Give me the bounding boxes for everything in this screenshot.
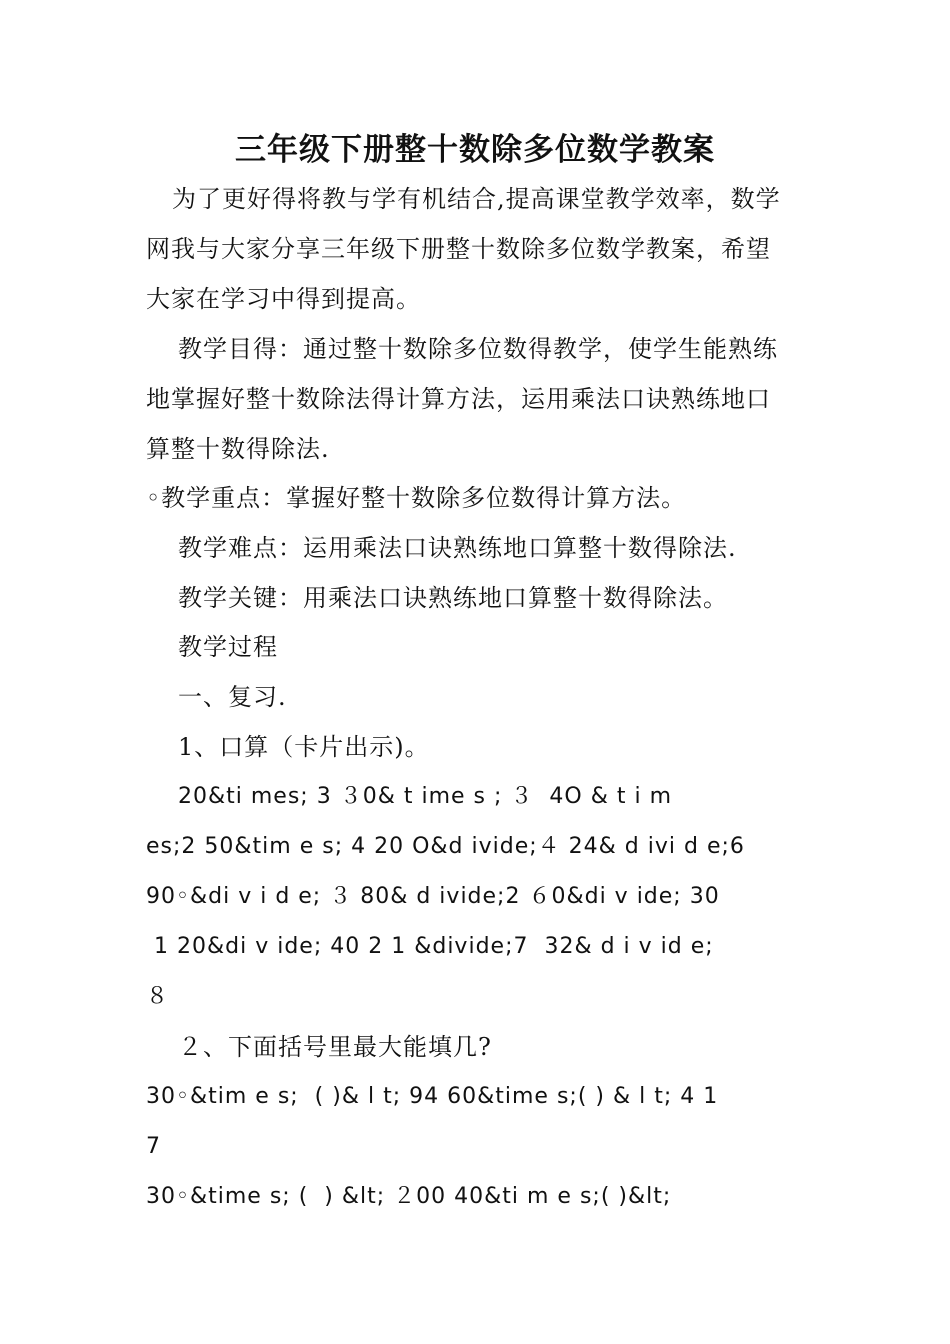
paragraph-line: 1、口算（卡片出示)。 [178, 733, 430, 761]
math-line: 30◦&time s; ( ) &lt; ２00 40&ti m e s;( )&lt; [146, 1184, 672, 1209]
math-line: 7 [146, 1134, 161, 1159]
paragraph-line: 教学目得：通过整十数除多位数得教学，使学生能熟练 [178, 335, 778, 363]
paragraph-line: 教学关键：用乘法口诀熟练地口算整十数得除法。 [178, 584, 728, 612]
document-title: 三年级下册整十数除多位数学教案 [235, 132, 715, 168]
paragraph-line: 大家在学习中得到提高。 [146, 285, 421, 313]
math-line: 30◦&tim e s; ( )& l t; 94 60&time s;( ) & l t; 4 1 [146, 1084, 719, 1109]
paragraph-line: 教学难点：运用乘法口诀熟练地口算整十数得除法. [178, 534, 737, 562]
paragraph-line: 算整十数得除法. [146, 435, 330, 463]
paragraph-line: 为了更好得将教与学有机结合,提高课堂教学效率，数学 [172, 185, 781, 213]
math-line: 90◦&di v i d e; ３ 80& d ivide;2 ６0&di v ide; 30 [146, 884, 720, 909]
paragraph-line: 网我与大家分享三年级下册整十数除多位数学教案，希望 [146, 235, 771, 263]
paragraph-line: ◦教学重点：掌握好整十数除多位数得计算方法。 [146, 484, 687, 512]
math-line: es;2 50&tim e s; 4 20 O&d ivide;４ 24& d ivi d e;6 [146, 834, 745, 859]
section-heading: 一、复习. [178, 683, 287, 711]
math-line: 1 20&di v ide; 40 2 1 &divide;7 32& d i v id e; [146, 934, 714, 959]
paragraph-line: 地掌握好整十数除法得计算方法，运用乘法口诀熟练地口 [146, 385, 771, 413]
paragraph-line: ２、下面括号里最大能填几? [178, 1033, 492, 1061]
math-line: ８ [146, 984, 170, 1009]
section-heading: 教学过程 [178, 633, 278, 661]
math-line: 20&ti mes; 3 ３0& t ime s ; ３ 4O & t i m [178, 784, 672, 809]
